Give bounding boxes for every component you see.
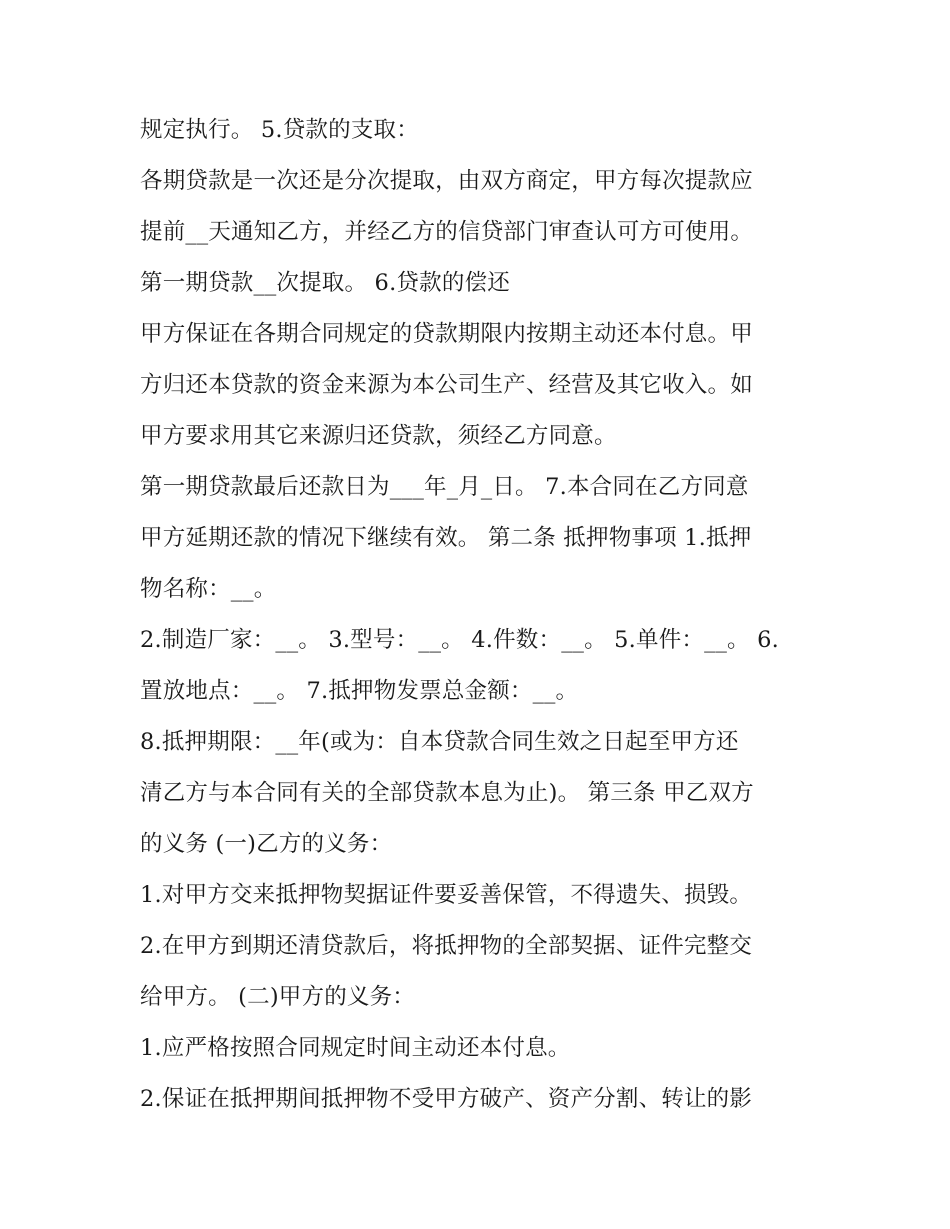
text-line: 第一期贷款最后还款日为___年_月_日。 7.本合同在乙方同意 xyxy=(140,474,749,500)
text-line: 8.抵押期限：__年(或为：自本贷款合同生效之日起至甲方还 xyxy=(140,729,739,755)
text-line: 2.保证在抵押期间抵押物不受甲方破产、资产分割、转让的影 xyxy=(140,1086,753,1112)
text-line: 甲方保证在各期合同规定的贷款期限内按期主动还本付息。甲 xyxy=(140,321,753,347)
text-line: 提前__天通知乙方，并经乙方的信贷部门审查认可方可使用。 xyxy=(140,219,754,245)
text-line: 1.应严格按照合同规定时间主动还本付息。 xyxy=(140,1035,571,1061)
text-line: 2.在甲方到期还清贷款后，将抵押物的全部契据、证件完整交 xyxy=(140,933,753,959)
text-line: 给甲方。 (二)甲方的义务： xyxy=(140,984,416,1010)
text-line: 各期贷款是一次还是分次提取，由双方商定，甲方每次提款应 xyxy=(140,168,753,194)
text-line: 规定执行。 5.贷款的支取： xyxy=(140,117,419,143)
text-line: 物名称：__。 xyxy=(140,576,277,602)
text-line: 甲方要求用其它来源归还贷款，须经乙方同意。 xyxy=(140,423,617,449)
text-line: 置放地点：__。 7.抵押物发票总金额：__。 xyxy=(140,678,579,704)
text-line: 的义务 (一)乙方的义务： xyxy=(140,831,393,857)
text-line: 2.制造厂家：__。 3.型号：__。 4.件数：__。 5.单件：__。 6. xyxy=(140,627,779,653)
text-line: 第一期贷款__次提取。 6.贷款的偿还 xyxy=(140,270,510,296)
text-line: 清乙方与本合同有关的全部贷款本息为止)。 第三条 甲乙双方 xyxy=(140,780,754,806)
text-line: 甲方延期还款的情况下继续有效。 第二条 抵押物事项 1.抵押 xyxy=(140,525,752,551)
text-line: 1.对甲方交来抵押物契据证件要妥善保管，不得遗失、损毁。 xyxy=(140,882,753,908)
contract-text-body xyxy=(140,105,820,1125)
text-line: 方归还本贷款的资金来源为本公司生产、经营及其它收入。如 xyxy=(140,372,753,398)
